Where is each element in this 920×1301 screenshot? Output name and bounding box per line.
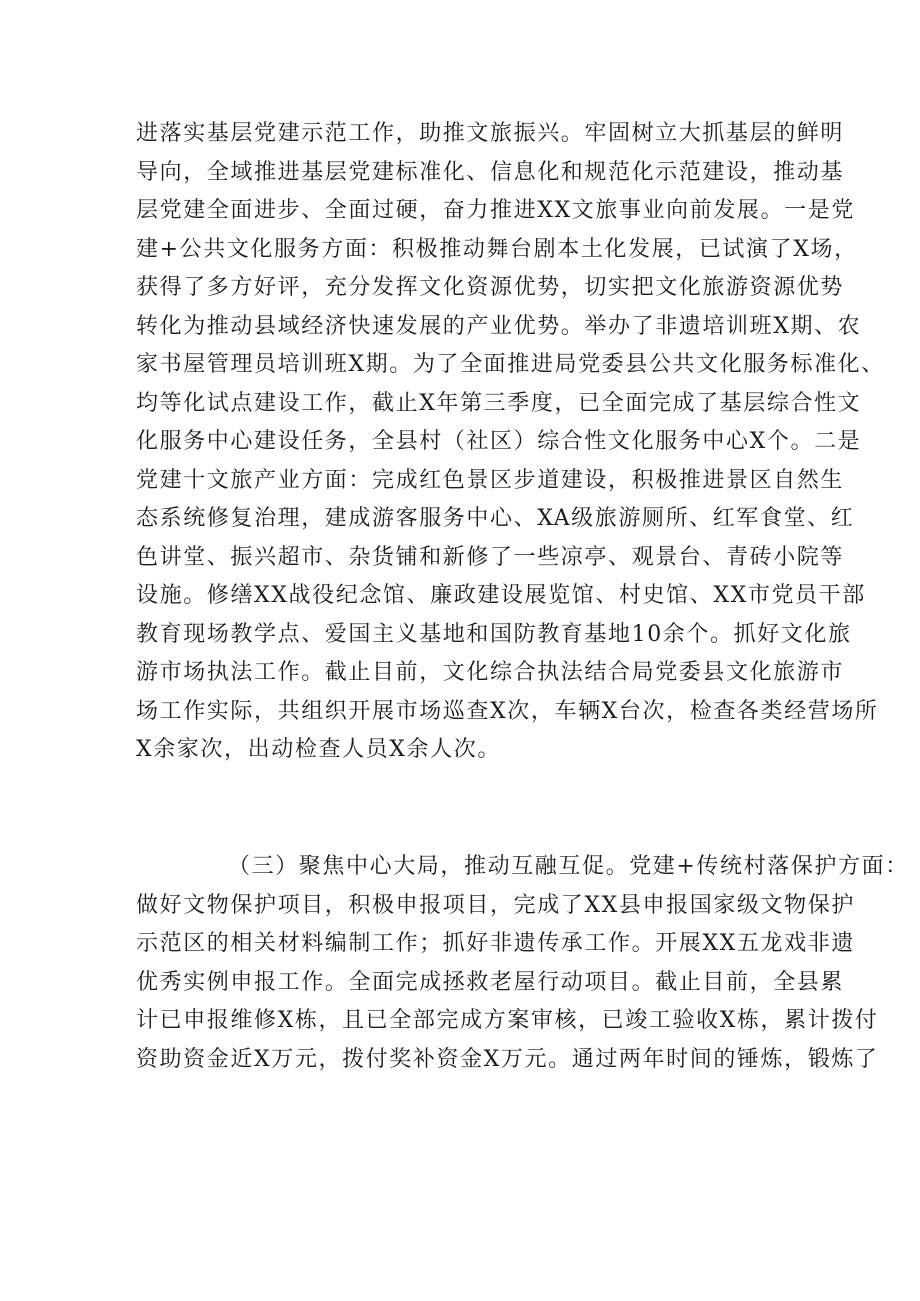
paragraph-line: 资助资金近X万元，拨付奖补资金X万元。通过两年时间的锤炼，锻炼了 [136,1046,879,1072]
paragraph-line: 游市场执法工作。截止目前，文化综合执法结合局党委县文化旅游市 [136,660,845,685]
paragraph-first-line: （三）聚焦中心大局，推动互融互促。党建+传统村落保护方面： [228,854,909,879]
paragraph-line: 建+公共文化服务方面：积极推动舞台剧本土化发展，已试演了X场， [136,236,858,262]
paragraph-line: 色讲堂、振兴超市、杂货铺和新修了一些凉亭、观景台、青砖小院等 [136,544,845,570]
paragraph-line: 优秀实例申报工作。全面完成拯救老屋行动项目。截止目前，全县累 [136,969,845,995]
paragraph-line: 家书屋管理员培训班X期。为了全面推进局党委县公共文化服务标准化、 [136,352,885,377]
paragraph-line: 党建十文旅产业方面：完成红色景区步道建设，积极推进景区自然生 [136,467,845,493]
paragraph-line: 导向，全域推进基层党建标准化、信息化和规范化示范建设，推动基 [136,159,845,185]
paragraph-line: 设施。修缮XX战役纪念馆、廉政建设展览馆、村史馆、XX市党员干部 [136,583,866,608]
paragraph-line: 教育现场教学点、爱国主义基地和国防教育基地10余个。抓好文化旅 [136,621,852,647]
paragraph-line: 转化为推动县域经济快速发展的产业优势。举办了非遗培训班X期、农 [136,313,862,339]
paragraph-line: 计已申报维修X栋，且已全部完成方案审核，已竣工验收X栋，累计拨付 [136,1008,879,1033]
paragraph-line: X余家次，出动检查人员X余人次。 [136,737,501,762]
paragraph-1 [136,115,885,770]
paragraph-line: 场工作实际，共组织开展市场巡查X次，车辆X台次，检查各类经营场所 [136,698,879,724]
paragraph-line: 获得了多方好评，充分发挥文化资源优势，切实把文化旅游资源优势 [136,275,845,300]
paragraph-line: 做好文物保护项目，积极申报项目，完成了XX县申报国家级文物保护 [136,892,855,918]
paragraph-2 [136,848,909,1079]
paragraph-line: 化服务中心建设任务，全县村（社区）综合性文化服务中心X个。二是 [136,429,862,454]
paragraph-line: 均等化试点建设工作，截止X年第三季度，已全面完成了基层综合性文 [136,390,862,416]
paragraph-line: 层党建全面进步、全面过硬，奋力推进XX文旅事业向前发展。一是党 [136,198,855,223]
paragraph-line: 态系统修复治理，建成游客服务中心、XA级旅游厕所、红军食堂、红 [136,506,855,531]
paragraph-line: 进落实基层党建示范工作，助推文旅振兴。牢固树立大抓基层的鲜明 [136,121,845,146]
paragraph-line: 示范区的相关材料编制工作；抓好非遗传承工作。开展XX五龙戏非遗 [136,931,855,956]
